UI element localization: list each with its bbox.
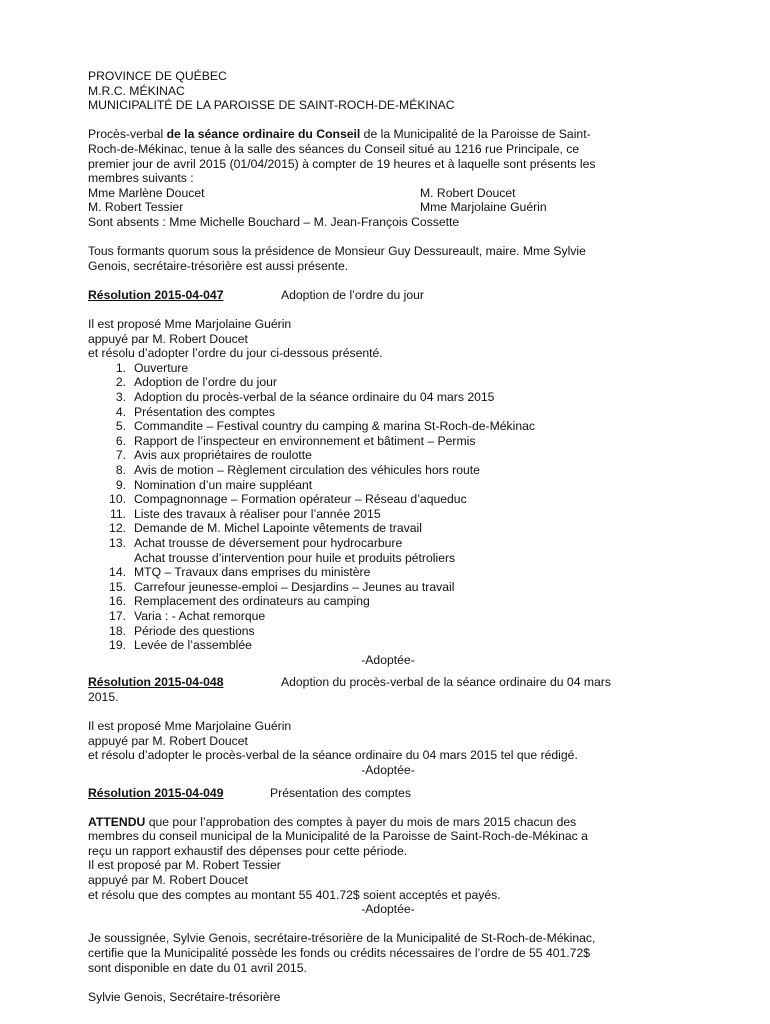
seconded-line: appuyé par M. Robert Doucet xyxy=(88,733,248,748)
agenda-item-text: Période des questions xyxy=(134,623,255,638)
intro-line-1 xyxy=(88,127,688,142)
resolution-id: Résolution 2015-04-049 xyxy=(88,785,224,800)
agenda-item xyxy=(88,594,688,609)
attendu-bold: ATTENDU xyxy=(88,814,146,829)
agenda-item xyxy=(88,521,688,536)
agenda-item-number: 19. xyxy=(109,638,126,653)
attendu-line-1 xyxy=(88,815,688,830)
absents-line: Sont absents : Mme Michelle Bouchard – M. Jean-François Cossette xyxy=(88,214,460,229)
agenda-item-number: 12. xyxy=(109,521,126,536)
agenda-item-text: Compagnonnage – Formation opérateur – Réseau d’aqueduc xyxy=(134,492,467,507)
present-name: M. Robert Tessier xyxy=(88,200,184,215)
agenda-item xyxy=(88,478,688,493)
intro-line-2: Roch-de-Mékinac, tenue à la salle des séances du Conseil situé au 1216 rue Principale, ce xyxy=(88,141,580,156)
agenda-item-number: 11. xyxy=(109,506,126,521)
resolution-id: Résolution 2015-04-047 xyxy=(88,287,224,302)
resolution-id: Résolution 2015-04-048 xyxy=(88,675,224,690)
agenda-item xyxy=(88,361,688,376)
agenda-item xyxy=(88,419,688,434)
agenda-item-number: 8. xyxy=(115,463,126,478)
agenda-item-text: Achat trousse d’intervention pour huile et produits pétroliers xyxy=(134,550,456,565)
agenda-item-text: Levée de l’assemblée xyxy=(134,638,252,653)
agenda-item-text: Demande de M. Michel Lapointe vêtements de travail xyxy=(134,521,422,536)
attendu-rest: que pour l’approbation des comptes à payer du mois de mars 2015 chacun des xyxy=(145,814,577,829)
intro-line-3: premier jour de avril 2015 (01/04/2015) à compter de 19 heures et à laquelle sont présents les xyxy=(88,156,596,171)
present-row-1 xyxy=(88,186,688,201)
adopted-label: -Adoptée- xyxy=(361,762,415,777)
agenda-list xyxy=(88,361,688,653)
agenda-item-number: 15. xyxy=(109,579,126,594)
agenda-item-number: 17. xyxy=(109,608,126,623)
agenda-item xyxy=(88,405,688,420)
quorum-paragraph xyxy=(88,244,688,273)
agenda-item xyxy=(88,580,688,595)
adopted-label: -Adoptée- xyxy=(361,652,415,667)
agenda-item-text: Commandite – Festival country du camping & marina St-Roch-de-Mékinac xyxy=(134,419,535,434)
agenda-item xyxy=(88,609,688,624)
seconded-line: appuyé par M. Robert Doucet xyxy=(88,331,248,346)
quorum-line-2: Genois, secrétaire-trésorière est aussi présente. xyxy=(88,258,349,273)
agenda-item-number: 16. xyxy=(109,594,126,609)
agenda-item xyxy=(88,551,688,566)
intro-line-4: membres suivants : xyxy=(88,171,194,186)
resolution-047 xyxy=(88,288,688,667)
agenda-item-number: 3. xyxy=(115,390,126,405)
present-row-2 xyxy=(88,200,688,215)
agenda-item-text: Varia : - Achat remorque xyxy=(134,608,266,623)
agenda-item xyxy=(88,375,688,390)
resolved-line: et résolu d’adopter l’ordre du jour ci-dessous présenté. xyxy=(88,346,383,361)
agenda-item xyxy=(88,434,688,449)
resolution-048 xyxy=(88,675,688,777)
resolution-title: Présentation des comptes xyxy=(270,785,411,800)
intro-paragraph xyxy=(88,127,688,229)
agenda-item xyxy=(88,492,688,507)
agenda-item-text: Achat trousse de déversement pour hydrocarbure xyxy=(134,536,403,550)
agenda-item xyxy=(88,507,688,522)
certificate-line-1: Je soussignée, Sylvie Genois, secrétaire-trésorière de la Municipalité de St-Roch-de-Mékinac, xyxy=(88,931,596,946)
agenda-item xyxy=(88,536,688,551)
agenda-item xyxy=(88,638,688,653)
agenda-item-number: 9. xyxy=(115,477,126,492)
present-name: Mme Marlène Doucet xyxy=(88,185,205,200)
header-municipality: MUNICIPALITÉ DE LA PAROISSE DE SAINT-ROCH-DE-MÉKINAC xyxy=(88,98,455,113)
agenda-item-text: Carrefour jeunesse-emploi – Desjardins – Jeunes au travail xyxy=(134,579,455,594)
resolved-line: et résolu d’adopter le procès-verbal de la séance ordinaire du 04 mars 2015 tel que rédigé. xyxy=(88,748,578,763)
present-name: Mme Marjolaine Guérin xyxy=(420,200,547,215)
agenda-item-text: Nomination d’un maire suppléant xyxy=(134,477,313,492)
agenda-item-text: Présentation des comptes xyxy=(134,404,275,419)
attendu-line-2: membres du conseil municipal de la Municipalité de la Paroisse de Saint-Roch-de-Mékinac a xyxy=(88,829,588,844)
attendu-line-3: reçu un rapport exhaustif des dépenses pour cette période. xyxy=(88,843,408,858)
agenda-item xyxy=(88,448,688,463)
agenda-item-number: 5. xyxy=(115,419,126,434)
agenda-item xyxy=(88,624,688,639)
agenda-item-text: MTQ – Travaux dans emprises du ministère xyxy=(134,565,371,580)
document-body xyxy=(88,69,688,1004)
resolved-line: et résolu que des comptes au montant 55 401.72$ soient acceptés et payés. xyxy=(88,887,501,902)
proposed-line: Il est proposé par M. Robert Tessier xyxy=(88,858,281,873)
agenda-item-text: Ouverture xyxy=(134,360,189,375)
quorum-line-1: Tous formants quorum sous la présidence de Monsieur Guy Dessureault, maire. Mme Sylvie xyxy=(88,244,586,259)
agenda-item-text: Avis aux propriétaires de roulotte xyxy=(134,448,312,463)
agenda-item-text: Remplacement des ordinateurs au camping xyxy=(134,594,370,609)
resolution-heading xyxy=(88,288,688,303)
agenda-item xyxy=(88,565,688,580)
agenda-item xyxy=(88,463,688,478)
present-name: M. Robert Doucet xyxy=(420,185,516,200)
agenda-item xyxy=(88,390,688,405)
seconded-line: appuyé par M. Robert Doucet xyxy=(88,873,248,888)
agenda-item-number: 18. xyxy=(109,623,126,638)
agenda-item-text: Rapport de l’inspecteur en environnement et bâtiment – Permis xyxy=(134,433,476,448)
resolution-title: Adoption du procès-verbal de la séance ordinaire du 04 mars xyxy=(281,675,611,690)
signature-line: Sylvie Genois, Secrétaire-trésorière xyxy=(88,989,281,1004)
agenda-item-text: Adoption de l’ordre du jour xyxy=(134,375,277,390)
resolution-049 xyxy=(88,786,688,917)
agenda-item-text: Avis de motion – Règlement circulation des véhicules hors route xyxy=(134,463,480,478)
proposed-line: Il est proposé Mme Marjolaine Guérin xyxy=(88,719,292,734)
agenda-item-number: 7. xyxy=(115,448,126,463)
agenda-item-number: 2. xyxy=(115,375,126,390)
agenda-item-number: 10. xyxy=(109,492,126,507)
resolution-title: Adoption de l’ordre du jour xyxy=(281,287,424,302)
agenda-item-number: 4. xyxy=(115,404,126,419)
intro-rest: de la Municipalité de la Paroisse de Saint- xyxy=(360,127,591,142)
resolution-title-continued: 2015. xyxy=(88,689,119,704)
certificate-line-3: sont disponible en date du 01 avril 2015. xyxy=(88,960,307,975)
agenda-item-number: 14. xyxy=(109,565,126,580)
adopted-label: -Adoptée- xyxy=(361,902,415,917)
resolution-heading xyxy=(88,675,688,690)
intro-pre: Procès-verbal xyxy=(88,127,167,142)
certificate-line-2: certifie que la Municipalité possède les fonds ou crédits nécessaires de l’ordre de 55 401.72$ xyxy=(88,946,591,961)
proposed-line: Il est proposé Mme Marjolaine Guérin xyxy=(88,317,292,332)
certificate-paragraph xyxy=(88,931,688,975)
agenda-item-number: 13. xyxy=(109,536,126,550)
agenda-item-text: Adoption du procès-verbal de la séance ordinaire du 04 mars 2015 xyxy=(134,390,495,405)
resolution-heading xyxy=(88,786,688,801)
header-block xyxy=(88,69,688,113)
agenda-item-number: 6. xyxy=(115,433,126,448)
agenda-item-number: 1. xyxy=(115,360,126,375)
header-province: PROVINCE DE QUÉBEC xyxy=(88,69,227,83)
header-mrc: M.R.C. MÉKINAC xyxy=(88,83,185,98)
agenda-item-text: Liste des travaux à réaliser pour l’année 2015 xyxy=(134,506,381,521)
intro-bold: de la séance ordinaire du Conseil xyxy=(166,127,361,142)
